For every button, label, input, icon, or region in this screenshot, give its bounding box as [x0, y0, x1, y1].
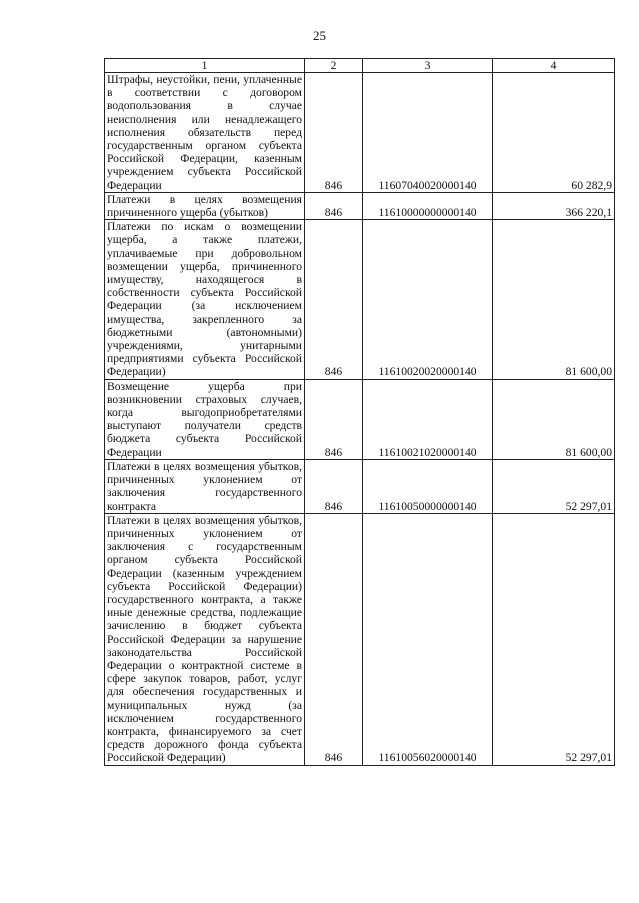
- table-row: [105, 73, 615, 193]
- table-row: [105, 379, 615, 459]
- admin-code-cell: 846: [305, 220, 363, 379]
- amount-cell: 52 297,01: [493, 513, 615, 765]
- revenue-name-cell: Платежи в целях возмещения причиненного ущерба (убытков): [105, 192, 305, 219]
- admin-code-cell: 846: [305, 379, 363, 459]
- table-header-row: [105, 59, 615, 73]
- revenue-name-cell: Платежи в целях возмещения убытков, причиненных уклонением от заключения государственного контракта: [105, 459, 305, 513]
- budget-revenue-table: [104, 58, 615, 766]
- table-row: [105, 513, 615, 765]
- budget-code-cell: 11610020020000140: [363, 220, 493, 379]
- amount-cell: 366 220,1: [493, 192, 615, 219]
- amount-cell: 60 282,9: [493, 73, 615, 193]
- budget-code-cell: 11607040020000140: [363, 73, 493, 193]
- admin-code-cell: 846: [305, 459, 363, 513]
- table-row: [105, 192, 615, 219]
- column-header: 2: [305, 59, 363, 73]
- admin-code-cell: 846: [305, 192, 363, 219]
- revenue-name-cell: Платежи по искам о возмещении ущерба, а также платежи, уплачиваемые при добровольном возмещении ущерба, причиненного имуществу, находящегося в собственности субъекта Российской Федерации (за исключением имущества, закрепленного за бюджетными (автономными) учреждениями, унитарными предприятиями субъекта Российской Федерации): [105, 220, 305, 379]
- admin-code-cell: 846: [305, 513, 363, 765]
- amount-cell: 52 297,01: [493, 459, 615, 513]
- admin-code-cell: 846: [305, 73, 363, 193]
- revenue-name-cell: Штрафы, неустойки, пени, уплаченные в соответствии с договором водопользования в случае неисполнения или ненадлежащего исполнения обязательств перед государственным органом субъекта Российской Федерации, казенным учреждением субъекта Российской Федерации: [105, 73, 305, 193]
- column-header: 1: [105, 59, 305, 73]
- column-header: 4: [493, 59, 615, 73]
- page-number: 25: [313, 28, 326, 43]
- budget-code-cell: 11610056020000140: [363, 513, 493, 765]
- amount-cell: 81 600,00: [493, 379, 615, 459]
- budget-code-cell: 11610000000000140: [363, 192, 493, 219]
- revenue-name-cell: Платежи в целях возмещения убытков, причиненных уклонением от заключения с государственным органом субъекта Российской Федерации (казенным учреждением субъекта Российской Федерации) государственного контракта, а также иные денежные средства, подлежащие зачислению в бюджет субъекта Российской Федерации за нарушение законодательства Российской Федерации о контрактной системе в сфере закупок товаров, работ, услуг для обеспечения государственных и муниципальных нужд (за исключением государственного контракта, финансируемого за счет средств дорожного фонда субъекта Российской Федерации): [105, 513, 305, 765]
- budget-code-cell: 11610050000000140: [363, 459, 493, 513]
- budget-code-cell: 11610021020000140: [363, 379, 493, 459]
- amount-cell: 81 600,00: [493, 220, 615, 379]
- column-header: 3: [363, 59, 493, 73]
- table-row: [105, 220, 615, 379]
- revenue-name-cell: Возмещение ущерба при возникновении страховых случаев, когда выгодоприобретателями выступают получатели средств бюджета субъекта Российской Федерации: [105, 379, 305, 459]
- table-row: [105, 459, 615, 513]
